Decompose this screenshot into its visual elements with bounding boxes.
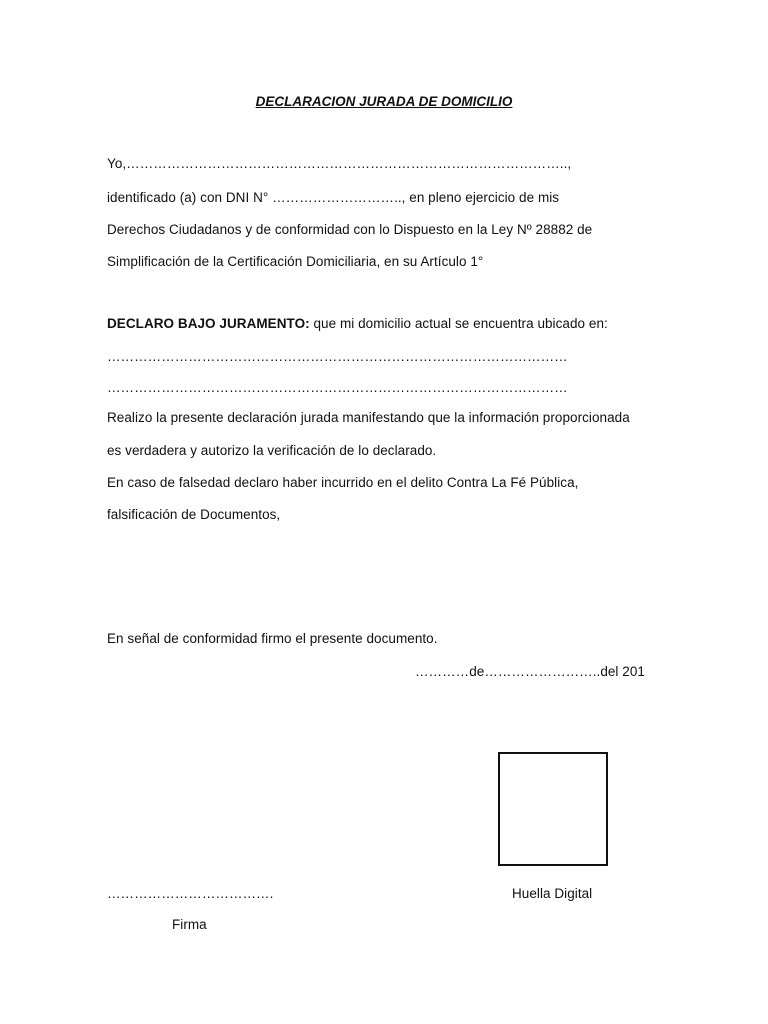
fingerprint-box: [498, 752, 608, 866]
signature-label: Firma: [172, 917, 207, 932]
fingerprint-label: Huella Digital: [512, 886, 593, 901]
declaration-heading: DECLARO BAJO JURAMENTO:: [107, 316, 310, 331]
body-paragraph-2: es verdadera y autorizo la verificación de lo declarado.: [107, 443, 437, 458]
law-reference-line: Derechos Ciudadanos y de conformidad con lo Dispuesto en la Ley Nº 28882 de: [107, 222, 593, 237]
body-paragraph-1: Realizo la presente declaración jurada manifestando que la información proporcionada: [107, 410, 630, 425]
address-line-1: …………………………………………………………………………………………: [107, 349, 568, 364]
declarant-name-line: Yo,……………………………………………………………………………………..,: [107, 156, 572, 171]
declaration-line: [107, 316, 608, 331]
body-paragraph-4: falsificación de Documentos,: [107, 507, 281, 522]
date-line: …………de……………………..del 201: [415, 664, 645, 679]
page-title: DECLARACION JURADA DE DOMICILIO: [255, 94, 513, 109]
body-paragraph-3: En caso de falsedad declaro haber incurrido en el delito Contra La Fé Pública,: [107, 475, 579, 490]
article-line: Simplificación de la Certificación Domiciliaria, en su Artículo 1°: [107, 254, 484, 269]
conformity-line: En señal de conformidad firmo el presente documento.: [107, 631, 438, 646]
signature-line: ……………………………….: [107, 886, 274, 901]
dni-line: identificado (a) con DNI N° ……………………….., en pleno ejercicio de mis: [107, 190, 560, 205]
address-line-2: …………………………………………………………………………………………: [107, 380, 568, 395]
declaration-text: que mi domicilio actual se encuentra ubicado en:: [309, 316, 608, 331]
